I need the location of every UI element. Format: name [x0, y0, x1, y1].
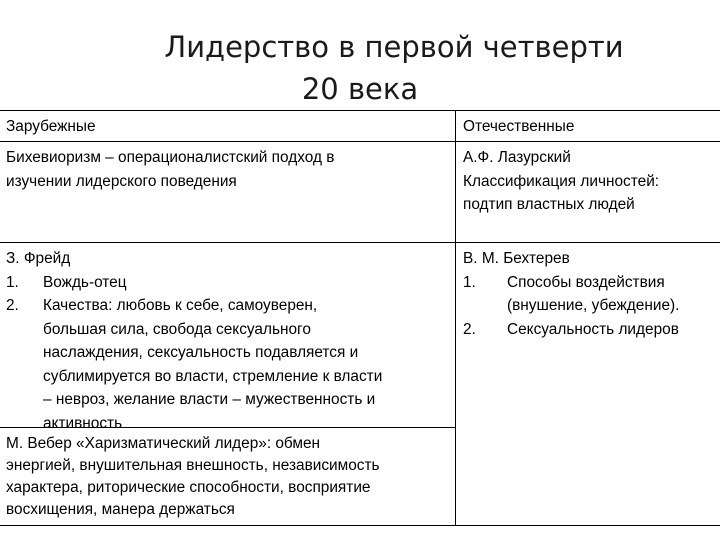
weber-line: характера, риторические способности, восприятие: [6, 479, 371, 496]
weber-line: энергией, внушительная внешность, независимость: [6, 457, 380, 474]
behaviorism-line-2: изучении лидерского поведения: [6, 172, 237, 190]
freud-item-2-line: большая сила, свобода сексуального: [43, 320, 311, 338]
header-divider: [0, 141, 720, 142]
bekhterev-item-1-num: 1.: [463, 273, 476, 291]
freud-item-2-line: – невроз, желание власти – мужественность и: [43, 391, 376, 408]
freud-item-1-line: Вождь-отец: [43, 273, 127, 291]
freud-item-2-line: сублимируется во власти, стремление к власти: [43, 367, 383, 385]
bekhterev-item-1-line: (внушение, убеждение).: [507, 297, 680, 314]
freud-item-2-line: Качества: любовь к себе, самоуверен,: [43, 297, 318, 314]
column-divider: [455, 111, 456, 525]
bekhterev-item-1-line: Способы воздействия: [507, 273, 665, 291]
weber-cell: [6, 433, 451, 521]
bekhterev-item-2-line: Сексуальность лидеров: [507, 320, 679, 338]
bekhterev-item-2-num: 2.: [463, 320, 476, 338]
behaviorism-cell: [6, 146, 334, 193]
bekhterev-cell: [463, 247, 718, 341]
weber-line: восхищения, манера держаться: [6, 501, 235, 518]
freud-cell: [6, 247, 451, 435]
freud-item-1: [6, 271, 451, 295]
lazursky-cell: [463, 146, 659, 217]
row1-divider: [0, 242, 720, 243]
title-line-1: Лидерство в первой четверти: [164, 30, 624, 64]
bekhterev-heading: В. М. Бехтерев: [463, 250, 570, 267]
lazursky-name: А.Ф. Лазурский: [463, 149, 571, 166]
lazursky-line-3: подтип властных людей: [463, 196, 635, 213]
freud-item-2-num: 2.: [6, 297, 19, 314]
header-foreign: Зарубежные: [6, 118, 96, 135]
behaviorism-line-1: Бихевиоризм – операционалистский подход в: [6, 149, 335, 166]
bekhterev-item-1: [463, 271, 718, 318]
freud-item-2-line: активность: [43, 414, 123, 432]
bekhterev-item-2: [463, 318, 718, 342]
slide-title: [0, 26, 720, 110]
freud-heading: З. Фрейд: [6, 250, 71, 267]
freud-item-2: [6, 294, 451, 435]
comparison-table: [0, 110, 720, 526]
header-domestic: Отечественные: [463, 118, 575, 135]
freud-item-2-line: наслаждения, сексуальность подавляется и: [43, 344, 359, 361]
title-line-2: 20 века: [301, 72, 419, 106]
freud-item-1-num: 1.: [6, 273, 19, 291]
weber-line: М. Вебер «Харизматический лидер»: обмен: [6, 435, 321, 452]
lazursky-line-2: Классификация личностей:: [463, 172, 660, 190]
